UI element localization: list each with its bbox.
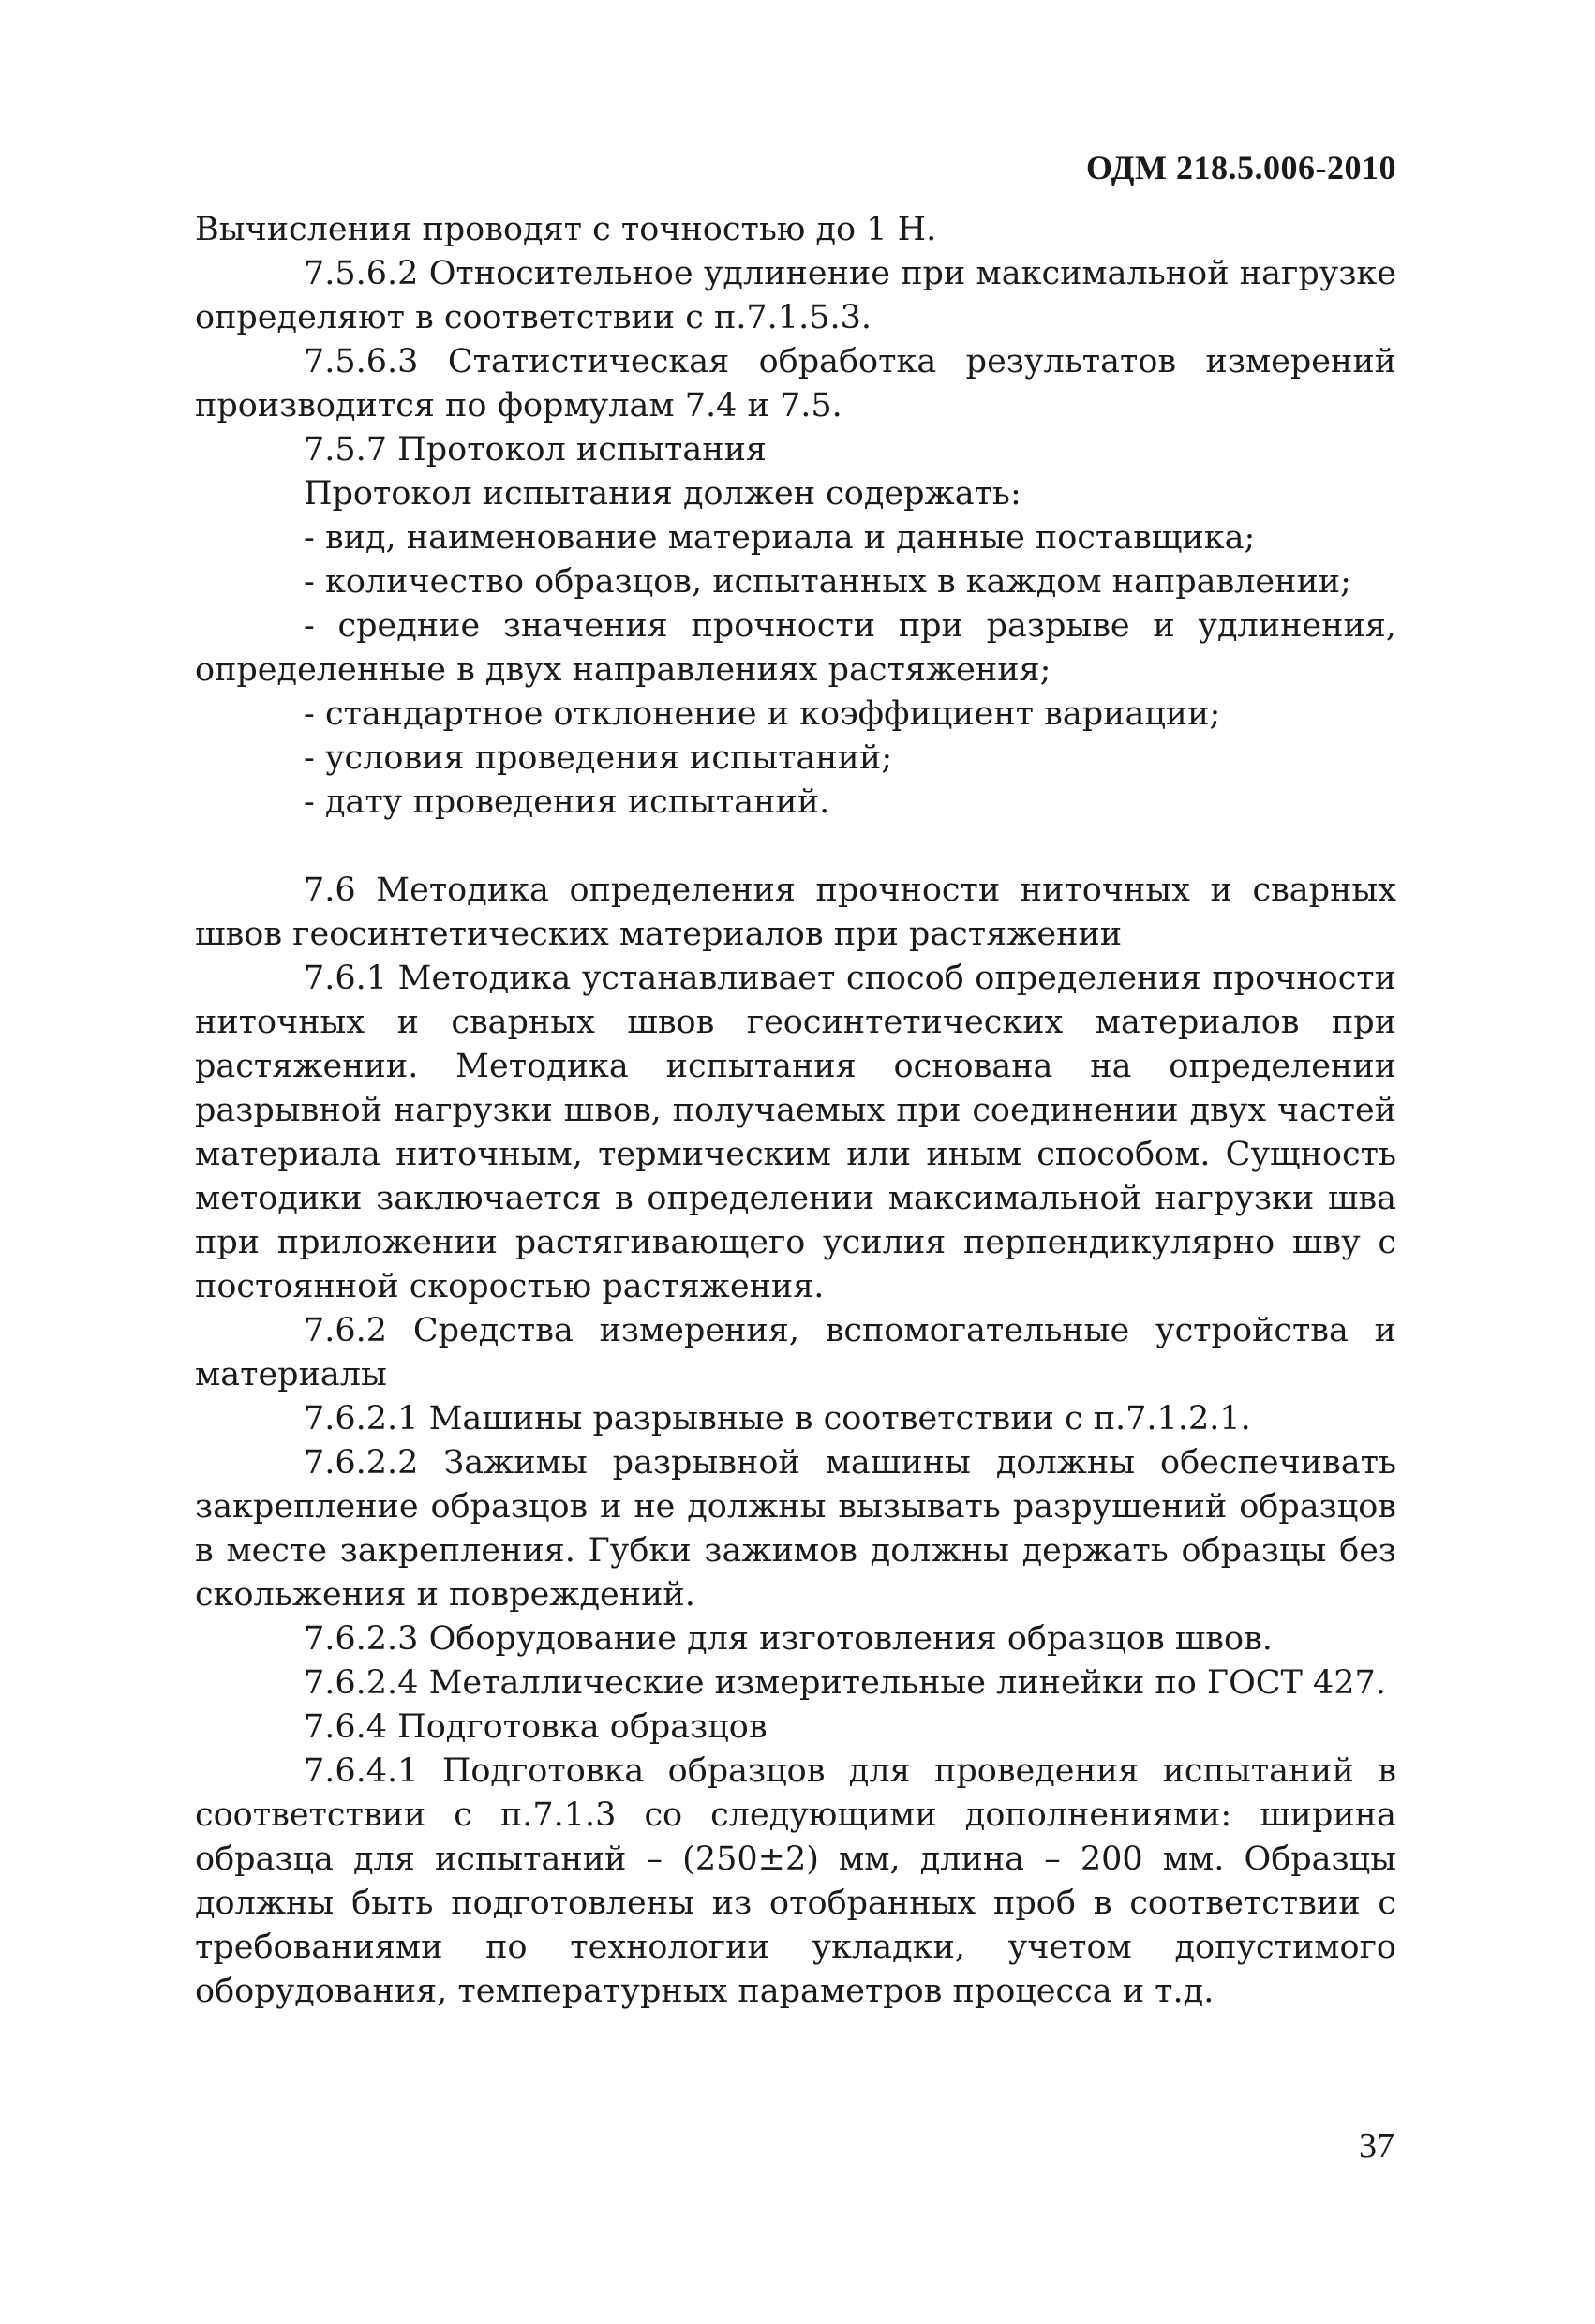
paragraph-7-5-6-3: 7.5.6.3 Статистическая обработка результатов измерений производится по формулам 7.4 и 7.5. (195, 343, 1396, 425)
list-item: - стандартное отклонение и коэффициент вариации; (304, 695, 1221, 733)
paragraph-7-6-2-3: 7.6.2.3 Оборудование для изготовления образцов швов. (304, 1620, 1273, 1658)
list-item: - количество образцов, испытанных в каждом направлении; (304, 563, 1351, 601)
list-item: - вид, наименование материала и данные поставщика; (304, 519, 1256, 557)
paragraph-7-6-2-4: 7.6.2.4 Металлические измерительные линейки по ГОСТ 427. (304, 1664, 1386, 1702)
page-number: 37 (1359, 2126, 1394, 2166)
paragraph-7-6-2-1: 7.6.2.1 Машины разрывные в соответствии с п.7.1.2.1. (304, 1400, 1251, 1438)
paragraph-7-6-4-1: 7.6.4.1 Подготовка образцов для проведения испытаний в соответствии с п.7.1.3 со следующими дополнениями: ширина образца для испытаний – (250±2) мм, длина – 200 мм. Образцы должны быть подготовлены из отобранных проб в соответствии с требованиями по технологии укладки, учетом допустимого оборудования, температурных параметров процесса и т.д. (195, 1752, 1396, 2010)
heading-7-6-2: 7.6.2 Средства измерения, вспомогательные устройства и материалы (195, 1312, 1396, 1393)
document-code-header: ОДМ 218.5.006-2010 (1086, 149, 1396, 186)
paragraph-protocol-contents: Протокол испытания должен содержать: (304, 475, 1021, 513)
paragraph-calculation-precision: Вычисления проводят с точностью до 1 Н. (195, 211, 937, 248)
body-text (195, 208, 1396, 2014)
list-item: - средние значения прочности при разрыве и удлинения, определенные в двух направлениях растяжения; (195, 607, 1396, 689)
heading-7-5-7: 7.5.7 Протокол испытания (304, 431, 767, 469)
list-item: - дату проведения испытаний. (304, 783, 830, 821)
paragraph-7-5-6-2: 7.5.6.2 Относительное удлинение при максимальной нагрузке определяют в соответствии с п.7.1.5.3. (195, 255, 1396, 336)
paragraph-7-6-1: 7.6.1 Методика устанавливает способ определения прочности ниточных и сварных швов геосинтетических материалов при растяжении. Методика испытания основана на определении разрывной нагрузки швов, получаемых при соединении двух частей материала ниточным, термическим или иным способом. Сущность методики заключается в определении максимальной нагрузки шва при приложении растягивающего усилия перпендикулярно шву с постоянной скоростью растяжения. (195, 960, 1396, 1305)
list-item: - условия проведения испытаний; (304, 739, 893, 777)
heading-7-6: 7.6 Методика определения прочности ниточных и сварных швов геосинтетических материалов при растяжении (195, 872, 1396, 953)
heading-7-6-4: 7.6.4 Подготовка образцов (304, 1708, 768, 1746)
paragraph-7-6-2-2: 7.6.2.2 Зажимы разрывной машины должны обеспечивать закрепление образцов и не должны вызывать разрушений образцов в месте закрепления. Губки зажимов должны держать образцы без скольжения и повреждений. (195, 1444, 1396, 1614)
